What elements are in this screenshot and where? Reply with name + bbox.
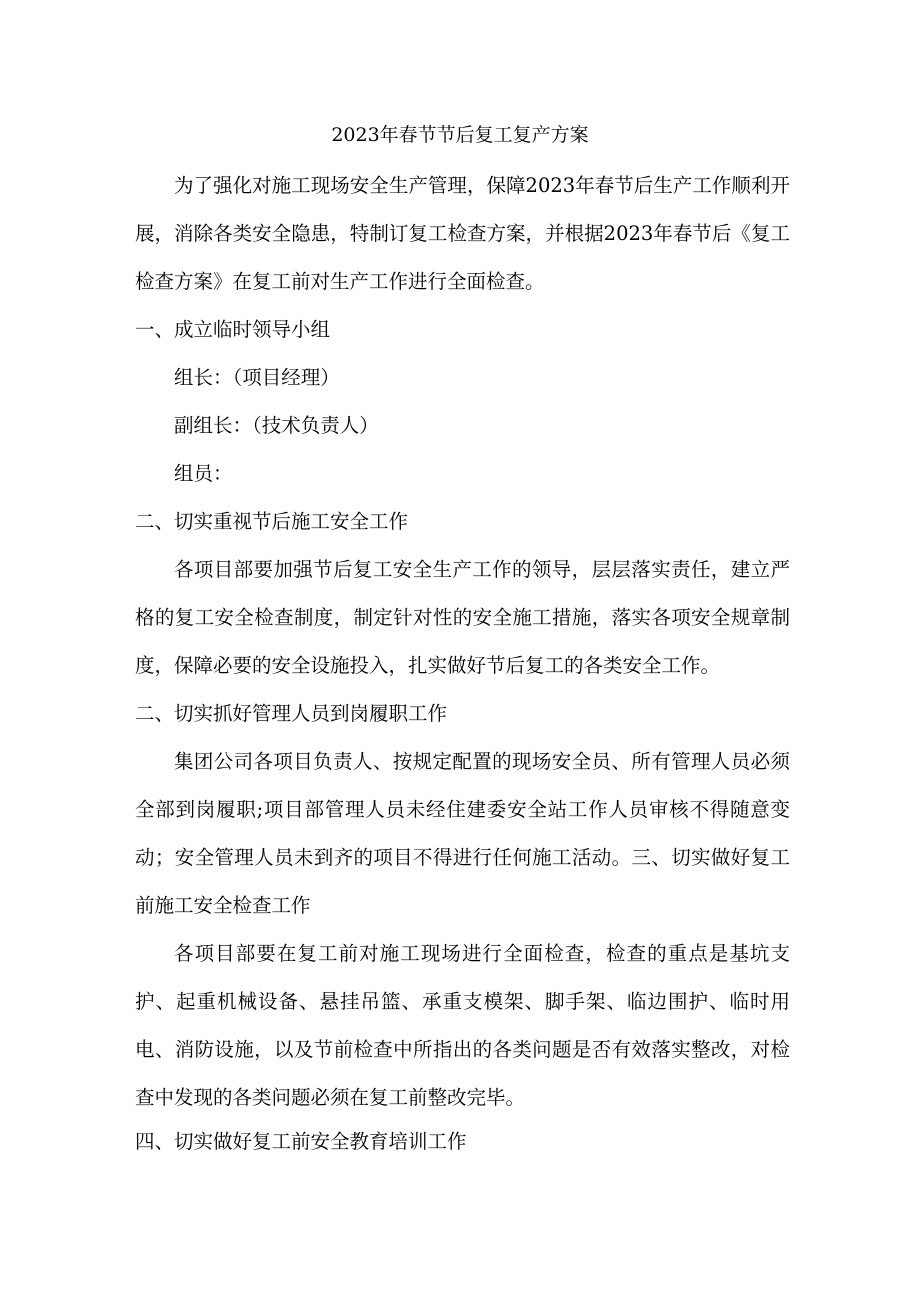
intro-paragraph: 为了强化对施工现场安全生产管理，保障2023年春节后生产工作顺利开展，消除各类安全隐患，特制订复工检查方案，并根据2023年春节后《复工检查方案》在复工前对生产工作进行全面检查。	[135, 174, 790, 293]
group-members-line: 组员：	[174, 462, 233, 485]
document-body	[135, 162, 790, 1162]
pre-resumption-inspection-paragraph: 各项目部要在复工前对施工现场进行全面检查，检查的重点是基坑支护、起重机械设备、悬挂吊篮、承重支模架、脚手架、临边围护、临时用电、消防设施，以及节前检查中所指出的各类问题是否有效落实整改，对检查中发现的各类问题必须在复工前整改完毕。	[135, 942, 790, 1109]
safety-work-paragraph: 各项目部要加强节后复工安全生产工作的领导，层层落实责任，建立严格的复工安全检查制度，制定针对性的安全施工措施，落实各项安全规章制度，保障必要的安全设施投入，扎实做好节后复工的各类安全工作。	[135, 558, 790, 677]
section-heading-leadership-group: 一、成立临时领导小组	[135, 318, 331, 341]
group-leader-line: 组长：（项目经理）	[174, 366, 340, 389]
section-heading-staff-on-duty: 二、切实抓好管理人员到岗履职工作	[135, 702, 448, 725]
document-title: 2023年春节节后复工复产方案	[331, 124, 589, 146]
section-heading-safety-training: 四、切实做好复工前安全教育培训工作	[135, 1130, 467, 1153]
staff-on-duty-paragraph: 集团公司各项目负责人、按规定配置的现场安全员、所有管理人员必须全部到岗履职;项目部管理人员未经住建委安全站工作人员审核不得随意变动；安全管理人员未到齐的项目不得进行任何施工活动。三、切实做好复工前施工安全检查工作	[135, 750, 790, 917]
section-heading-safety-work: 二、切实重视节后施工安全工作	[135, 510, 409, 533]
deputy-leader-line: 副组长：（技术负责人）	[174, 414, 379, 437]
